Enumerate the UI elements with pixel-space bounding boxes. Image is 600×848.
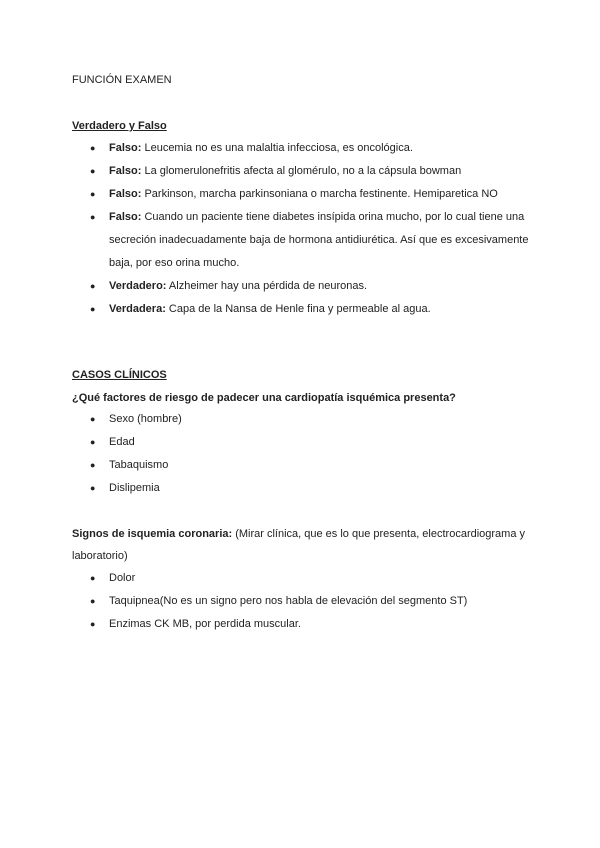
answer-label: Falso: [109,142,142,154]
list-item [90,454,530,477]
bullet-icon: ● [90,281,96,291]
list-item [90,408,530,431]
bullet-icon: ● [90,304,96,314]
bullet-icon: ● [90,212,96,222]
risk-factor-text: Dislipemia [109,482,160,494]
sign-text: Enzimas CK MB, por perdida muscular. [109,618,301,630]
document-title: FUNCIÓN EXAMEN [72,74,172,86]
list-item [90,298,530,321]
signs-label: Signos de isquemia coronaria: [72,528,233,540]
bullet-icon: ● [90,437,96,447]
sign-text: Taquipnea(No es un signo pero nos habla de elevación del segmento ST) [109,595,468,607]
list-item [90,206,530,275]
list-item [90,590,530,613]
signs-paragraph [72,523,532,567]
answer-label: Falso: [109,211,142,223]
signs-note: (Mirar clínica, que es lo que presenta, electrocardiograma y laboratorio) [72,528,526,562]
bullet-icon: ● [90,143,96,153]
list-item [90,431,530,454]
bullet-icon: ● [90,596,96,606]
answer-text: Alzheimer hay una pérdida de neuronas. [166,280,368,292]
risk-factor-text: Tabaquismo [109,459,169,471]
answer-label: Falso: [109,188,142,200]
answer-text: Cuando un paciente tiene diabetes insípida orina mucho, por lo cual tiene una secreción inadecuadamente baja de hormona antidiurética. Así que es excesivamente baja, por eso orina mucho. [109,211,529,269]
bullet-icon: ● [90,460,96,470]
list-item [90,183,530,206]
list-item [90,275,530,298]
list-item [90,613,530,636]
answer-text: Capa de la Nansa de Henle fina y permeable al agua. [165,303,431,315]
true-false-list [90,137,530,321]
answer-text: Parkinson, marcha parkinsoniana o marcha festinente. Hemiparetica NO [141,188,498,200]
section-heading-true-false: Verdadero y Falso [72,120,167,132]
risk-factor-text: Sexo (hombre) [109,413,182,425]
bullet-icon: ● [90,166,96,176]
bullet-icon: ● [90,619,96,629]
answer-text: Leucemia no es una malaltia infecciosa, es oncológica. [141,142,413,154]
list-item [90,160,530,183]
risk-factor-list [90,408,530,500]
signs-list [90,567,530,636]
section-heading-cases: CASOS CLÍNICOS [72,369,167,381]
bullet-icon: ● [90,483,96,493]
bullet-icon: ● [90,573,96,583]
sign-text: Dolor [109,572,136,584]
list-item [90,567,530,590]
case-question: ¿Qué factores de riesgo de padecer una cardiopatía isquémica presenta? [72,392,456,404]
answer-label: Verdadera: [109,303,166,315]
list-item [90,137,530,160]
answer-label: Verdadero: [109,280,167,292]
answer-label: Falso: [109,165,142,177]
bullet-icon: ● [90,414,96,424]
list-item [90,477,530,500]
answer-text: La glomerulonefritis afecta al glomérulo, no a la cápsula bowman [141,165,462,177]
risk-factor-text: Edad [109,436,135,448]
bullet-icon: ● [90,189,96,199]
